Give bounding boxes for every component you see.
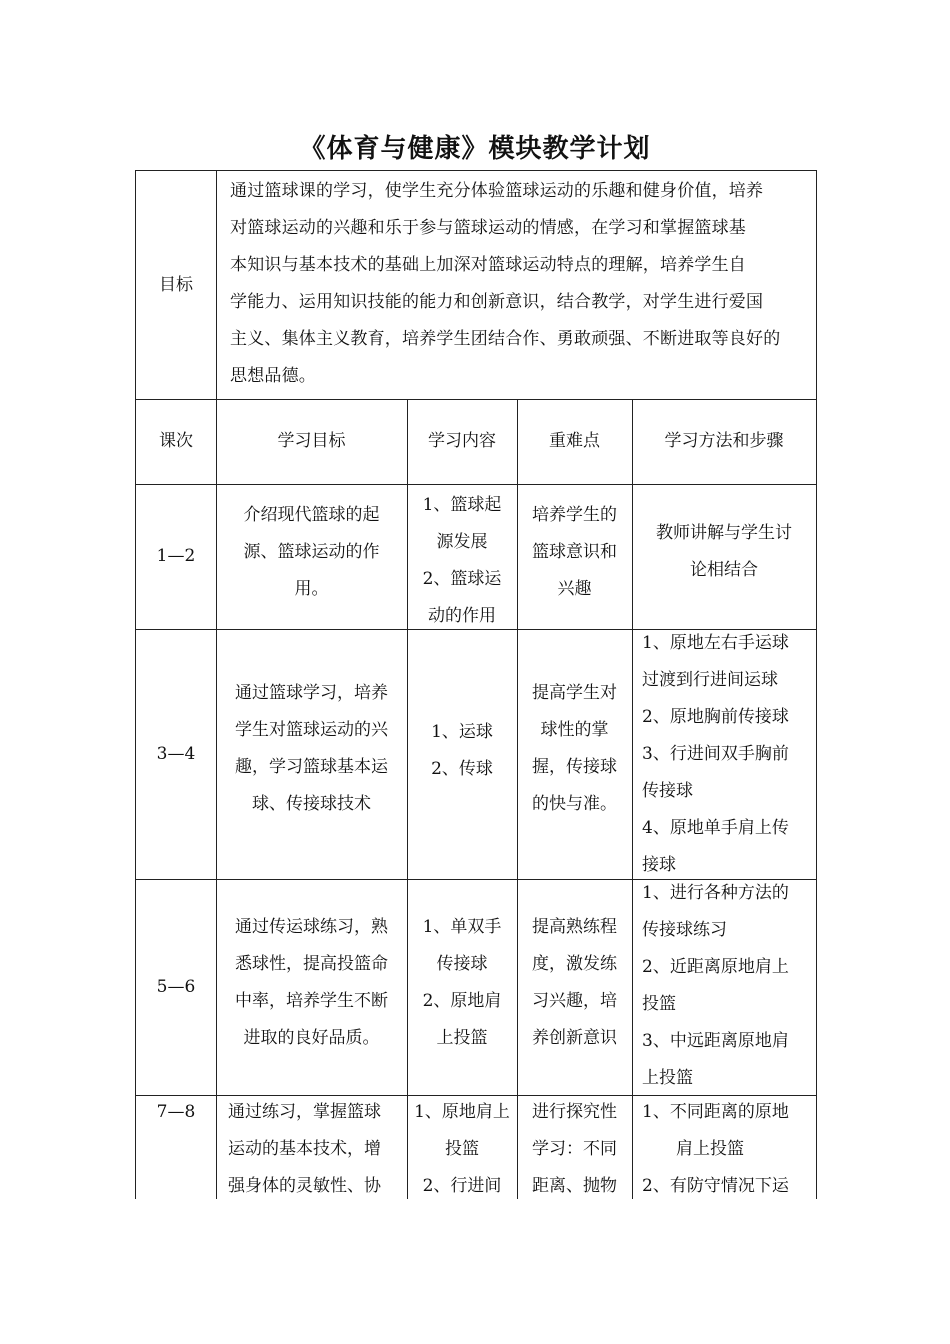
method-line: 1、不同距离的原地 [642, 1102, 789, 1122]
focus-line: 养创新意识 [532, 1028, 617, 1048]
goal-line: 主义、集体主义教育，培养学生团结合作、勇敢顽强、不断进取等良好的 [230, 329, 781, 349]
focus-cell [517, 909, 632, 1057]
goal-line: 思想品德。 [230, 366, 316, 386]
content-line: 动的作用 [428, 606, 496, 626]
focus-line: 提高学生对 [532, 683, 617, 703]
method-line: 3、行进间双手胸前 [642, 744, 789, 764]
page-title: 《体育与健康》模块教学计划 [299, 134, 651, 164]
session-cell: 1—2 [156, 546, 196, 566]
method-line: 4、原地单手肩上传 [642, 818, 789, 838]
method-line: 1、进行各种方法的 [642, 883, 789, 903]
content-line: 上投篮 [436, 1028, 488, 1048]
objective-line: 中率，培养学生不断 [235, 991, 388, 1011]
objective-line: 强身体的灵敏性、协 [228, 1176, 381, 1196]
method-line: 过渡到行进间运球 [642, 670, 778, 690]
objective-cell [216, 675, 407, 823]
lesson-plan-table [135, 170, 817, 1199]
content-line: 1、运球 [431, 722, 493, 742]
method-line: 论相结合 [690, 560, 758, 580]
session-cell: 3—4 [156, 743, 196, 764]
focus-line: 球性的掌 [540, 720, 609, 740]
focus-cell [517, 1094, 632, 1205]
method-line: 上投篮 [642, 1068, 693, 1088]
objective-line: 介绍现代篮球的起 [243, 505, 380, 525]
header-focus: 重难点 [549, 431, 600, 451]
content-cell [407, 714, 517, 788]
goal-line: 对篮球运动的兴趣和乐于参与篮球运动的情感，在学习和掌握篮球基 [230, 218, 746, 238]
method-line: 教师讲解与学生讨 [656, 523, 792, 543]
session-cell: 5—6 [156, 976, 196, 997]
method-line: 2、有防守情况下运 [642, 1176, 789, 1196]
objective-cell [216, 497, 407, 608]
objective-line: 源、篮球运动的作 [243, 542, 380, 562]
content-line: 2、原地肩 [422, 991, 502, 1011]
content-line: 投篮 [445, 1139, 479, 1159]
content-line: 2、传球 [431, 759, 493, 779]
content-cell [407, 909, 517, 1057]
focus-line: 习兴趣，培 [532, 991, 617, 1011]
row-divider [136, 484, 816, 485]
content-line: 2、篮球运 [422, 569, 502, 589]
focus-line: 提高熟练程 [532, 917, 617, 937]
focus-line: 距离、抛物 [532, 1176, 617, 1196]
objective-cell [228, 1094, 407, 1205]
objective-line: 趣，学习篮球基本运 [235, 757, 388, 777]
header-objective: 学习目标 [277, 431, 346, 451]
method-line: 接球 [642, 855, 676, 875]
content-line: 源发展 [436, 532, 488, 552]
goal-line: 本知识与基本技术的基础上加深对篮球运动特点的理解，培养学生自 [230, 255, 746, 275]
header-session: 课次 [159, 431, 193, 451]
objective-line: 球、传接球技术 [252, 794, 371, 814]
method-line: 2、近距离原地肩上 [642, 957, 789, 977]
method-line: 传接球练习 [642, 920, 727, 940]
objective-line: 通过篮球学习，培养 [235, 683, 388, 703]
session-cell: 7—8 [156, 1102, 196, 1122]
focus-line: 篮球意识和 [532, 542, 617, 562]
goal-text [230, 173, 814, 397]
method-line: 肩上投篮 [676, 1139, 744, 1159]
focus-line: 学习：不同 [532, 1139, 617, 1159]
content-cell [407, 487, 517, 635]
goal-line: 学能力、运用知识技能的能力和创新意识，结合教学，对学生进行爱国 [230, 292, 764, 312]
content-cell [407, 1094, 517, 1205]
content-line: 1、篮球起 [422, 495, 502, 515]
method-line: 传接球 [642, 781, 693, 801]
method-cell [632, 515, 816, 589]
content-line: 1、原地肩上 [414, 1102, 510, 1122]
method-line: 1、原地左右手运球 [642, 633, 789, 653]
objective-line: 通过练习，掌握篮球 [228, 1102, 381, 1122]
focus-line: 握，传接球 [532, 757, 617, 777]
objective-line: 进取的良好品质。 [243, 1028, 380, 1048]
content-line: 传接球 [436, 954, 488, 974]
method-cell [642, 1094, 816, 1205]
focus-line: 培养学生的 [532, 505, 617, 525]
content-line: 1、单双手 [422, 917, 502, 937]
focus-line: 度，激发练 [532, 954, 617, 974]
focus-line: 兴趣 [557, 579, 592, 599]
objective-line: 悉球性，提高投篮命 [235, 954, 388, 974]
objective-line: 用。 [294, 579, 329, 599]
content-line: 2、行进间 [422, 1176, 502, 1196]
goal-line: 通过篮球课的学习，使学生充分体验篮球运动的乐趣和健身价值，培养 [230, 181, 764, 201]
method-cell [642, 625, 814, 884]
goal-label: 目标 [159, 274, 193, 295]
focus-line: 进行探究性 [532, 1102, 617, 1122]
header-method: 学习方法和步骤 [664, 431, 784, 451]
focus-line: 的快与准。 [532, 794, 617, 814]
focus-cell [517, 675, 632, 823]
objective-cell [216, 909, 407, 1057]
objective-line: 通过传运球练习，熟 [235, 917, 388, 937]
objective-line: 运动的基本技术，增 [228, 1139, 381, 1159]
focus-cell [517, 497, 632, 608]
method-cell [642, 875, 814, 1097]
objective-line: 学生对篮球运动的兴 [235, 720, 388, 740]
header-content: 学习内容 [428, 431, 496, 451]
method-line: 3、中远距离原地肩 [642, 1031, 789, 1051]
method-line: 投篮 [642, 994, 676, 1014]
method-line: 2、原地胸前传接球 [642, 707, 789, 727]
